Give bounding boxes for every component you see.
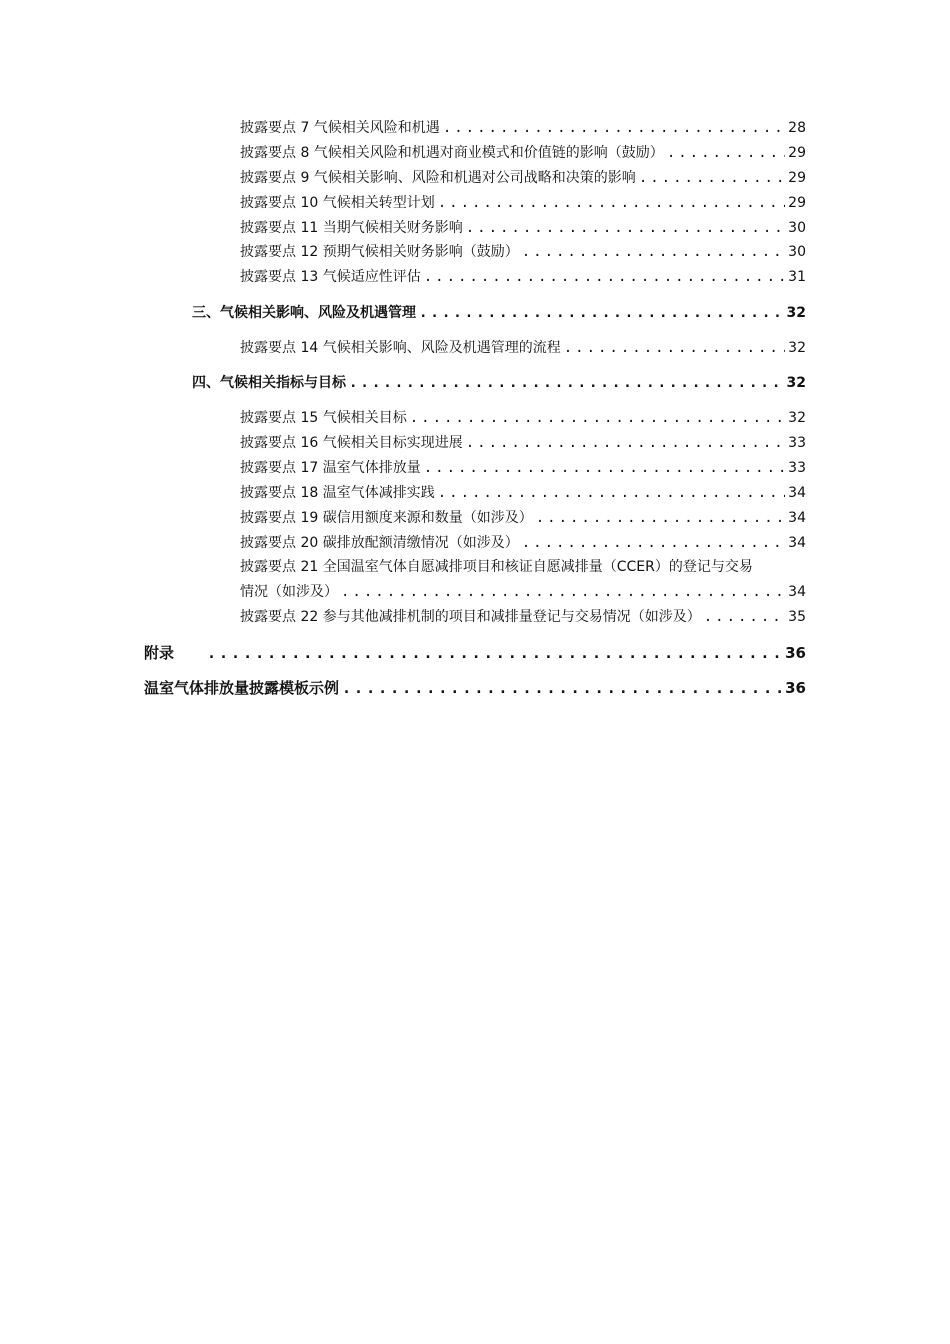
dot-leader bbox=[667, 143, 785, 163]
toc-entry-title: 披露要点 18 温室气体减排实践 bbox=[240, 485, 435, 501]
dot-leader bbox=[424, 267, 785, 287]
toc-page-number: 29 bbox=[788, 145, 806, 161]
toc-page-number: 36 bbox=[785, 644, 806, 662]
dot-leader bbox=[419, 303, 784, 323]
toc-entry[interactable] bbox=[240, 193, 806, 213]
toc-chapter-entry[interactable] bbox=[144, 678, 806, 698]
toc-page-number: 34 bbox=[788, 584, 806, 600]
dot-leader bbox=[466, 218, 785, 238]
toc-chapter-entry[interactable] bbox=[144, 643, 806, 663]
dot-leader bbox=[410, 408, 785, 428]
toc-section-entry[interactable] bbox=[192, 303, 806, 323]
toc-page-number: 34 bbox=[788, 485, 806, 501]
toc-page-number: 34 bbox=[788, 510, 806, 526]
toc-entry[interactable] bbox=[240, 508, 806, 528]
toc-entry-title: 披露要点 7 气候相关风险和机遇 bbox=[240, 120, 440, 136]
toc-page-number: 29 bbox=[788, 170, 806, 186]
toc-page-number: 30 bbox=[788, 244, 806, 260]
toc-entry-title: 四、气候相关指标与目标 bbox=[192, 375, 346, 391]
dot-leader bbox=[438, 193, 785, 213]
toc-entry-title: 披露要点 13 气候适应性评估 bbox=[240, 269, 421, 285]
toc-page-number: 32 bbox=[786, 375, 806, 391]
toc-page-number: 30 bbox=[788, 220, 806, 236]
toc-entry[interactable] bbox=[240, 267, 806, 287]
toc-entry[interactable] bbox=[240, 458, 806, 478]
toc-page-number: 33 bbox=[788, 435, 806, 451]
dot-leader bbox=[443, 118, 785, 138]
toc-page-number: 28 bbox=[788, 120, 806, 136]
toc-page-number: 32 bbox=[788, 410, 806, 426]
toc-page-number: 33 bbox=[788, 460, 806, 476]
toc-page-number: 32 bbox=[786, 305, 806, 321]
dot-leader bbox=[342, 678, 782, 698]
toc-entry[interactable] bbox=[240, 483, 806, 503]
toc-entry[interactable] bbox=[240, 607, 806, 627]
dot-leader bbox=[536, 508, 785, 528]
toc-entry-title: 情况（如涉及） bbox=[240, 584, 338, 600]
toc-page-number: 36 bbox=[785, 679, 806, 697]
toc-entry[interactable] bbox=[240, 338, 806, 358]
dot-leader bbox=[639, 168, 785, 188]
toc-entry-title: 三、气候相关影响、风险及机遇管理 bbox=[192, 305, 416, 321]
toc-entry[interactable] bbox=[240, 218, 806, 238]
toc-page-number: 29 bbox=[788, 195, 806, 211]
toc-entry[interactable] bbox=[240, 242, 806, 262]
dot-leader bbox=[704, 607, 785, 627]
dot-leader bbox=[424, 458, 785, 478]
toc-entry[interactable] bbox=[240, 143, 806, 163]
toc-entry-title: 披露要点 19 碳信用额度来源和数量（如涉及） bbox=[240, 510, 533, 526]
dot-leader bbox=[349, 373, 784, 393]
toc-entry-title: 披露要点 11 当期气候相关财务影响 bbox=[240, 220, 463, 236]
toc-entry-title: 披露要点 10 气候相关转型计划 bbox=[240, 195, 435, 211]
toc-entry-title: 披露要点 22 参与其他减排机制的项目和减排量登记与交易情况（如涉及） bbox=[240, 609, 701, 625]
toc-page-number: 35 bbox=[788, 609, 806, 625]
dot-leader bbox=[341, 582, 785, 602]
toc-entry-title: 披露要点 9 气候相关影响、风险和机遇对公司战略和决策的影响 bbox=[240, 170, 636, 186]
toc-entry[interactable] bbox=[240, 168, 806, 188]
dot-leader bbox=[564, 338, 785, 358]
dot-leader bbox=[522, 242, 785, 262]
toc-entry[interactable] bbox=[240, 433, 806, 453]
dot-leader bbox=[466, 433, 785, 453]
toc-section-entry[interactable] bbox=[192, 373, 806, 393]
toc-entry[interactable] bbox=[240, 533, 806, 553]
toc-entry-title: 披露要点 16 气候相关目标实现进展 bbox=[240, 435, 463, 451]
toc-page-number: 31 bbox=[788, 269, 806, 285]
toc-entry[interactable] bbox=[240, 582, 806, 602]
toc-entry-title[interactable]: 披露要点 21 全国温室气体自愿减排项目和核证自愿减排量（CCER）的登记与交易 bbox=[240, 559, 753, 575]
dot-leader bbox=[207, 643, 782, 663]
toc-page-number: 34 bbox=[788, 535, 806, 551]
toc-entry[interactable] bbox=[240, 408, 806, 428]
toc-entry-title: 披露要点 8 气候相关风险和机遇对商业模式和价值链的影响（鼓励） bbox=[240, 145, 664, 161]
toc-entry-title: 披露要点 14 气候相关影响、风险及机遇管理的流程 bbox=[240, 340, 561, 356]
dot-leader bbox=[522, 533, 785, 553]
toc-entry-title: 披露要点 17 温室气体排放量 bbox=[240, 460, 421, 476]
toc-entry-title: 披露要点 15 气候相关目标 bbox=[240, 410, 407, 426]
toc-entry[interactable] bbox=[240, 118, 806, 138]
toc-entry-title: 温室气体排放量披露模板示例 bbox=[144, 679, 340, 697]
toc-entry-title: 披露要点 12 预期气候相关财务影响（鼓励） bbox=[240, 244, 519, 260]
toc-entry-title: 附录 bbox=[144, 644, 175, 662]
dot-leader bbox=[438, 483, 785, 503]
toc-page-number: 32 bbox=[788, 340, 806, 356]
toc-entry-title: 披露要点 20 碳排放配额清缴情况（如涉及） bbox=[240, 535, 519, 551]
